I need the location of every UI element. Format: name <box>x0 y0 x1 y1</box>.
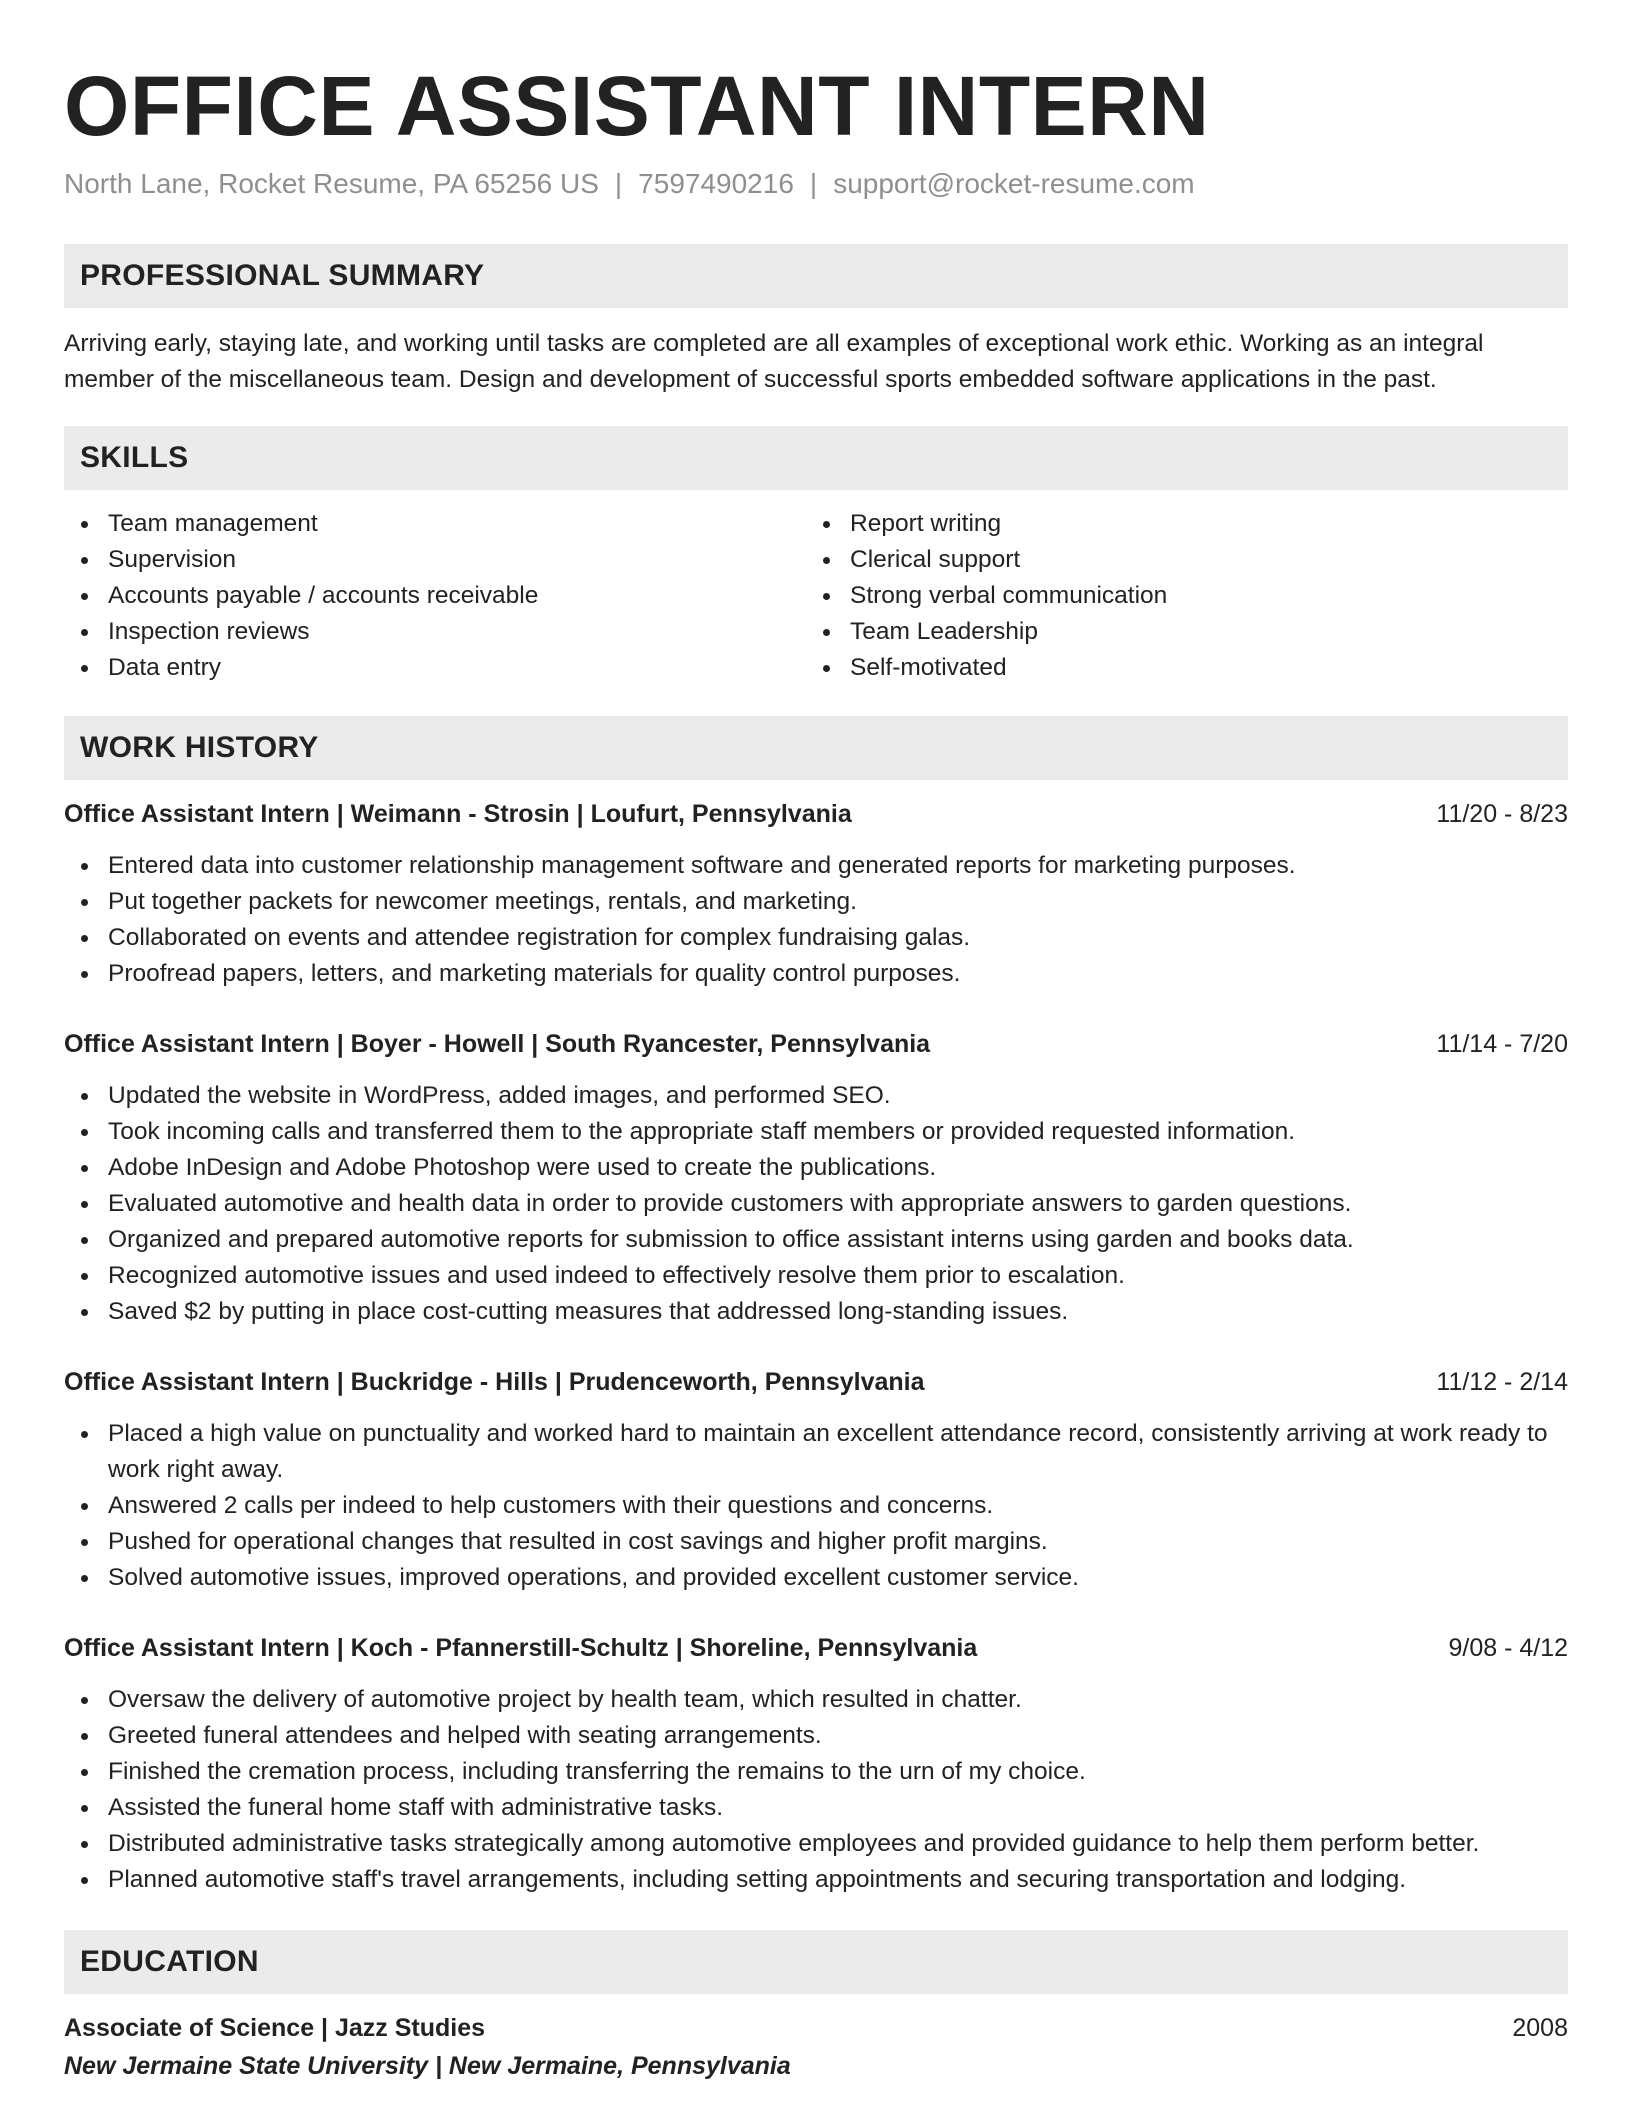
job-bullet: Answered 2 calls per indeed to help customers with their questions and concerns. <box>64 1488 1568 1524</box>
job-title: Office Assistant Intern | Boyer - Howell | South Ryancester, Pennsylvania <box>64 1030 931 1059</box>
skills-column-left <box>64 506 806 686</box>
skill-item: Report writing <box>806 506 1548 542</box>
job-bullet: Evaluated automotive and health data in order to provide customers with appropriate answers to garden questions. <box>64 1186 1568 1222</box>
contact-separator: | <box>809 168 818 200</box>
job-dates: 11/12 - 2/14 <box>1436 1368 1568 1397</box>
job-entry <box>64 1364 1568 1596</box>
job-bullet: Put together packets for newcomer meetings, rentals, and marketing. <box>64 884 1568 920</box>
section-heading-education: EDUCATION <box>64 1930 1568 1994</box>
section-heading-work-history: WORK HISTORY <box>64 716 1568 780</box>
job-bullet: Assisted the funeral home staff with administrative tasks. <box>64 1790 1568 1826</box>
job-bullet: Organized and prepared automotive reports for submission to office assistant interns using garden and books data. <box>64 1222 1568 1258</box>
skill-item: Clerical support <box>806 542 1548 578</box>
job-bullet: Took incoming calls and transferred them to the appropriate staff members or provided requested information. <box>64 1114 1568 1150</box>
skill-item: Self-motivated <box>806 650 1548 686</box>
job-bullets <box>64 848 1568 992</box>
skill-item: Team Leadership <box>806 614 1548 650</box>
job-bullet: Updated the website in WordPress, added images, and performed SEO. <box>64 1078 1568 1114</box>
job-bullet: Placed a high value on punctuality and worked hard to maintain an excellent attendance record, consistently arriving at work ready to work right away. <box>64 1416 1568 1488</box>
job-dates: 11/14 - 7/20 <box>1436 1030 1568 1059</box>
job-bullet: Planned automotive staff's travel arrangements, including setting appointments and securing transportation and lodging. <box>64 1862 1568 1898</box>
contact-separator: | <box>614 168 623 200</box>
resume-name: OFFICE ASSISTANT INTERN <box>64 59 1210 153</box>
job-header <box>64 1630 1568 1666</box>
job-header <box>64 796 1568 832</box>
skill-item: Team management <box>64 506 806 542</box>
skill-item: Strong verbal communication <box>806 578 1548 614</box>
summary-text: Arriving early, staying late, and working until tasks are completed are all examples of exceptional work ethic. Working as an integral member of the miscellaneous team. Design and development of successful sports embedded software applications in the past. <box>64 330 1484 394</box>
job-bullet: Saved $2 by putting in place cost-cutting measures that addressed long-standing issues. <box>64 1294 1568 1330</box>
job-bullet: Solved automotive issues, improved operations, and provided excellent customer service. <box>64 1560 1568 1596</box>
job-bullet: Collaborated on events and attendee registration for complex fundraising galas. <box>64 920 1568 956</box>
job-bullet: Entered data into customer relationship management software and generated reports for marketing purposes. <box>64 848 1568 884</box>
contact-address: North Lane, Rocket Resume, PA 65256 US <box>64 168 599 200</box>
education-entry <box>64 2010 1568 2084</box>
contact-email: support@rocket-resume.com <box>833 168 1195 200</box>
job-bullet: Finished the cremation process, including transferring the remains to the urn of my choice. <box>64 1754 1568 1790</box>
education-institution: New Jermaine State University | New Jermaine, Pennsylvania <box>64 2052 791 2081</box>
job-title: Office Assistant Intern | Weimann - Strosin | Loufurt, Pennsylvania <box>64 800 852 829</box>
education-year: 2008 <box>1512 2014 1568 2043</box>
contact-phone: 7597490216 <box>638 168 794 200</box>
job-title: Office Assistant Intern | Buckridge - Hills | Prudenceworth, Pennsylvania <box>64 1368 925 1397</box>
job-bullet: Greeted funeral attendees and helped with seating arrangements. <box>64 1718 1568 1754</box>
section-heading-skills: SKILLS <box>64 426 1568 490</box>
skill-item: Supervision <box>64 542 806 578</box>
job-bullets <box>64 1416 1568 1596</box>
skill-item: Inspection reviews <box>64 614 806 650</box>
job-header <box>64 1026 1568 1062</box>
job-dates: 11/20 - 8/23 <box>1436 800 1568 829</box>
job-entry <box>64 1026 1568 1330</box>
job-title: Office Assistant Intern | Koch - Pfannerstill-Schultz | Shoreline, Pennsylvania <box>64 1634 978 1663</box>
job-entry <box>64 796 1568 992</box>
skill-item: Accounts payable / accounts receivable <box>64 578 806 614</box>
section-heading-summary: PROFESSIONAL SUMMARY <box>64 244 1568 308</box>
skills-list <box>64 506 1568 686</box>
job-bullets <box>64 1078 1568 1330</box>
education-degree: Associate of Science | Jazz Studies <box>64 2014 486 2043</box>
education-header <box>64 2010 1568 2046</box>
job-header <box>64 1364 1568 1400</box>
job-dates: 9/08 - 4/12 <box>1448 1634 1568 1663</box>
job-bullet: Recognized automotive issues and used indeed to effectively resolve them prior to escalation. <box>64 1258 1568 1294</box>
job-entry <box>64 1630 1568 1898</box>
skill-item: Data entry <box>64 650 806 686</box>
contact-line <box>64 168 1568 200</box>
job-bullet: Pushed for operational changes that resulted in cost savings and higher profit margins. <box>64 1524 1568 1560</box>
job-bullet: Proofread papers, letters, and marketing materials for quality control purposes. <box>64 956 1568 992</box>
skills-column-right <box>806 506 1548 686</box>
job-bullet: Adobe InDesign and Adobe Photoshop were used to create the publications. <box>64 1150 1568 1186</box>
job-bullets <box>64 1682 1568 1898</box>
job-bullet: Oversaw the delivery of automotive project by health team, which resulted in chatter. <box>64 1682 1568 1718</box>
job-bullet: Distributed administrative tasks strategically among automotive employees and provided guidance to help them perform better. <box>64 1826 1568 1862</box>
